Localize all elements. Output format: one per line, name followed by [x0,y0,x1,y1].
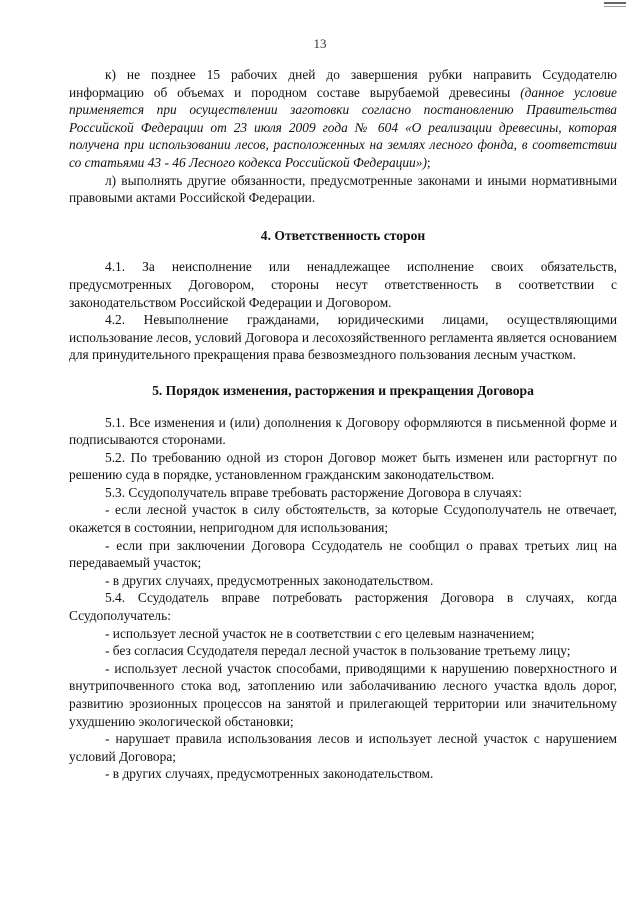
list-item: - в других случаях, предусмотренных законодательством. [105,572,434,588]
list-item: - в других случаях, предусмотренных законодательством. [105,766,434,782]
clause-k-text: к) не позднее 15 рабочих дней до завершения рубки направить Ссудодателю информацию об объемах и породном составе вырубаемой древесины [69,67,617,100]
clause-k-note: (данное условие применяется при осуществлении заготовки согласно постановлению Правительства Российской Федерации от 23 июля 2009 года № 604 «О реализации древесины, которая получена при использовании лесов, расположенных на землях лесного фонда, в соответствии со статьями 43 - 46 Лесного кодекса Российской Федерации») [69,84,617,170]
list-item: - без согласия Ссудодателя передал лесной участок в пользование третьему лицу; [105,643,571,659]
list-item: - если при заключении Договора Ссудодатель не сообщил о правах третьих лиц на передаваемый участок; [69,537,617,571]
paragraph-5-3: 5.3. Ссудополучатель вправе требовать расторжение Договора в случаях: [105,484,522,500]
list-item: - если лесной участок в силу обстоятельств, за которые Ссудополучатель не отвечает, окажется в состоянии, непригодном для использования; [69,502,617,536]
list-item: - нарушает правила использования лесов и использует лесной участок с нарушением условий Договора; [69,731,617,764]
paragraph-5-4: 5.4. Ссудодатель вправе потребовать расторжения Договора в случаях, когда Ссудополучатель: [69,590,617,624]
list-item: - использует лесной участок не в соответствии с его целевым назначением; [105,625,535,641]
section-4-title: 4. Ответственность сторон [260,227,426,243]
paragraph-4-1: 4.1. За неисполнение или ненадлежащее исполнение своих обязательств, предусмотренных Договором, стороны несут ответственность в соответствии с законодательством Российской Федерации и Договором. [69,259,617,310]
document-body [69,66,617,783]
paragraph-4-2: 4.2. Невыполнение гражданами, юридическими лицами, осуществляющими использование лесов, условий Договора и лесохозяйственного регламента является основанием для принудительного прекращения права безвозмездного пользования лесным участком. [69,312,617,363]
paragraph-5-2: 5.2. По требованию одной из сторон Договор может быть изменен или расторгнут по решению суда в порядке, установленном гражданским законодательством. [69,449,617,483]
clause-k [69,66,617,172]
scan-mark [604,2,626,4]
clause-l: л) выполнять другие обязанности, предусмотренные законами и иными нормативными правовыми актами Российской Федерации. [69,172,617,206]
paragraph-5-1: 5.1. Все изменения и (или) дополнения к Договору оформляются в письменной форме и подписываются сторонами. [69,414,617,448]
page-number: 13 [313,36,327,51]
list-item: - использует лесной участок способами, приводящими к нарушению поверхностного и внутрипочвенного стока вод, затоплению или заболачиванию лесного участка вдоль дорог, развитию эрозионных процессов на занятой и прилегающей территории или значительному ухудшению экологической обстановки; [69,660,617,729]
section-5-title: 5. Порядок изменения, расторжения и прекращения Договора [152,382,534,398]
clause-k-end: ; [426,154,431,170]
scan-mark [604,6,626,7]
